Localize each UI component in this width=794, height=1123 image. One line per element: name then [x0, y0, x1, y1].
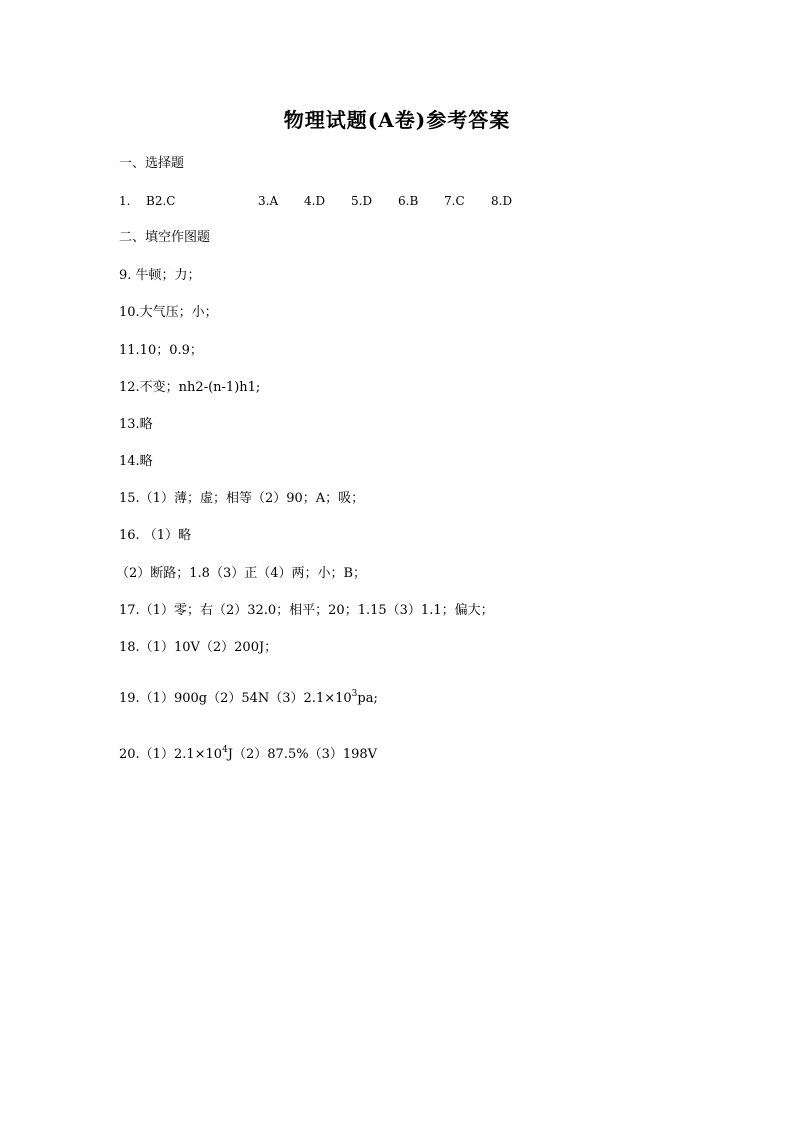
answer-q20-text: 20.（1）2.1×10 — [119, 747, 223, 762]
answer-q19 — [119, 690, 378, 708]
answer-q16-part1: 16. （1）略 — [119, 528, 192, 543]
answer-q12: 12.不变；nh2-(n-1)h1; — [119, 380, 261, 395]
section-heading-fill-in: 二、填空作图题 — [119, 230, 211, 245]
answer-q14: 14.略 — [119, 454, 153, 469]
answer-q16-part2: （2）断路；1.8（3）正（4）两；小；B； — [116, 566, 367, 581]
answer-q4: 4.D — [304, 194, 326, 208]
answer-q17: 17.（1）零；右（2）32.0；相平；20；1.15（3）1.1；偏大； — [119, 603, 494, 618]
answer-q19-unit: pa; — [357, 691, 378, 706]
answer-q18: 18.（1）10V（2）200J； — [119, 640, 278, 655]
answer-q13: 13.略 — [119, 417, 153, 432]
answer-q19-text: 19.（1）900g（2）54N（3）2.1×10 — [119, 691, 352, 706]
answer-q1-q2: B2.C — [146, 194, 176, 208]
answer-q11: 11.10；0.9； — [119, 343, 203, 358]
answer-q8: 8.D — [491, 194, 513, 208]
answer-q10: 10.大气压；小； — [119, 305, 218, 320]
section-heading-multiple-choice: 一、选择题 — [119, 156, 185, 171]
answer-q9: 9. 牛顿；力； — [119, 268, 201, 283]
answer-q1-number: 1. — [119, 194, 131, 208]
answer-q6: 6.B — [398, 194, 419, 208]
answer-q19-exponent: 3 — [351, 689, 358, 699]
answer-q20-exponent: 4 — [222, 745, 228, 755]
answer-q7: 7.C — [444, 194, 465, 208]
answer-q3: 3.A — [258, 194, 279, 208]
answer-q20 — [119, 746, 377, 764]
answer-q5: 5.D — [351, 194, 373, 208]
answer-q15: 15.（1）薄；虚；相等（2）90；A；吸； — [119, 491, 365, 506]
answer-q20-rest: J（2）87.5%（3）198V — [227, 747, 378, 762]
page-title: 物理试题(A卷)参考答案 — [283, 108, 511, 132]
